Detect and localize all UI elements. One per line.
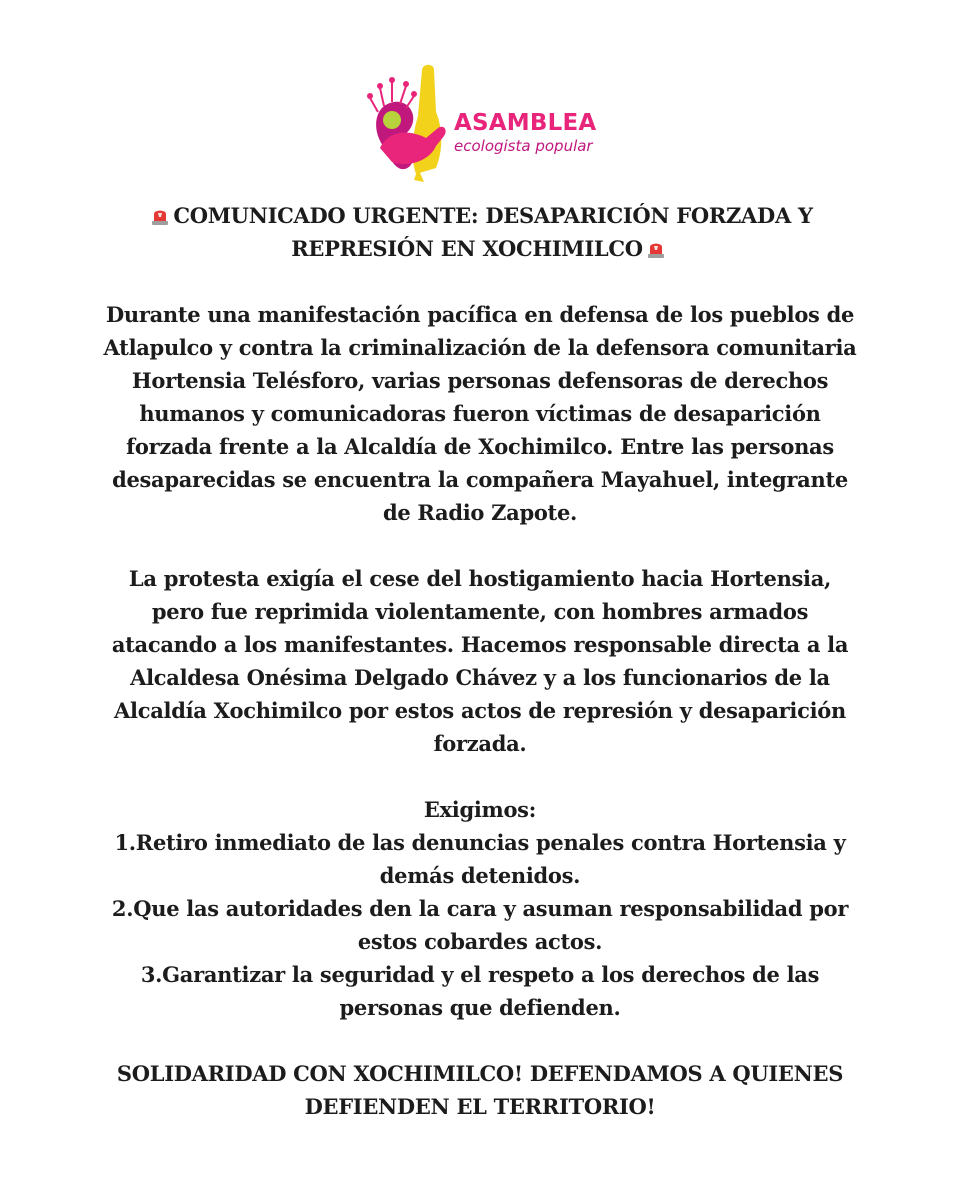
demand-line: 1.Retiro inmediato de las denuncias penales contra Hortensia y xyxy=(114,830,846,855)
paragraph-line: Durante una manifestación pacífica en defensa de los pueblos de xyxy=(105,302,855,327)
paragraph-denuncia xyxy=(90,298,870,529)
demand-line: 3.Garantizar la seguridad y el respeto a los derechos de las xyxy=(140,962,820,987)
demand-line: 2.Que las autoridades den la cara y asuman responsabilidad por xyxy=(111,896,849,921)
closing-line-1: SOLIDARIDAD CON XOCHIMILCO! DEFENDAMOS A QUIENES xyxy=(116,1061,844,1086)
demands-list xyxy=(90,793,870,1024)
paragraph-line: forzada frente a la Alcaldía de Xochimilco. Entre las personas xyxy=(126,434,834,459)
closing-slogan xyxy=(90,1057,870,1123)
paragraph-responsabilidad xyxy=(90,562,870,760)
paragraph-line: La protesta exigía el cese del hostigamiento hacia Hortensia, xyxy=(128,566,832,591)
spacer xyxy=(90,265,870,298)
brand-tagline: ecologista popular xyxy=(454,137,593,155)
paragraph-line: de Radio Zapote. xyxy=(382,500,578,525)
spacer xyxy=(90,529,870,562)
headline-text-2: REPRESIÓN EN XOCHIMILCO xyxy=(291,236,643,261)
paragraph-line: Hortensia Telésforo, varias personas defensoras de derechos xyxy=(131,368,829,393)
demand-line: demás detenidos. xyxy=(379,863,581,888)
brand-name: ASAMBLEA xyxy=(454,110,597,136)
demand-line: estos cobardes actos. xyxy=(357,929,603,954)
spacer xyxy=(90,760,870,793)
paragraph-line: forzada. xyxy=(433,731,527,756)
headline-line-2 xyxy=(90,232,870,265)
paragraph-line: Atlapulco y contra la criminalización de la defensora comunitaria xyxy=(103,335,857,360)
asamblea-logo xyxy=(366,56,606,188)
demands-heading: Exigimos: xyxy=(423,797,537,822)
paragraph-line: atacando a los manifestantes. Hacemos responsable directa a la xyxy=(111,632,849,657)
spacer xyxy=(90,1024,870,1057)
communique-body xyxy=(90,199,870,1123)
headline-line-1 xyxy=(90,199,870,232)
rotating-light-icon xyxy=(151,205,169,226)
paragraph-line: humanos y comunicadoras fueron víctimas de desaparición xyxy=(139,401,821,426)
raised-fist-logo-icon xyxy=(366,56,450,188)
brand-block xyxy=(454,110,596,155)
headline-text-1: COMUNICADO URGENTE: DESAPARICIÓN FORZADA Y xyxy=(173,203,813,228)
demand-line: personas que defienden. xyxy=(339,995,621,1020)
paragraph-line: desaparecidas se encuentra la compañera Mayahuel, integrante xyxy=(112,467,848,492)
paragraph-line: Alcaldía Xochimilco por estos actos de represión y desaparición xyxy=(114,698,846,723)
paragraph-line: Alcaldesa Onésima Delgado Chávez y a los funcionarios de la xyxy=(130,665,830,690)
paragraph-line: pero fue reprimida violentamente, con hombres armados xyxy=(151,599,809,624)
rotating-light-icon xyxy=(647,238,665,259)
closing-line-2: DEFIENDEN EL TERRITORIO! xyxy=(304,1094,656,1119)
